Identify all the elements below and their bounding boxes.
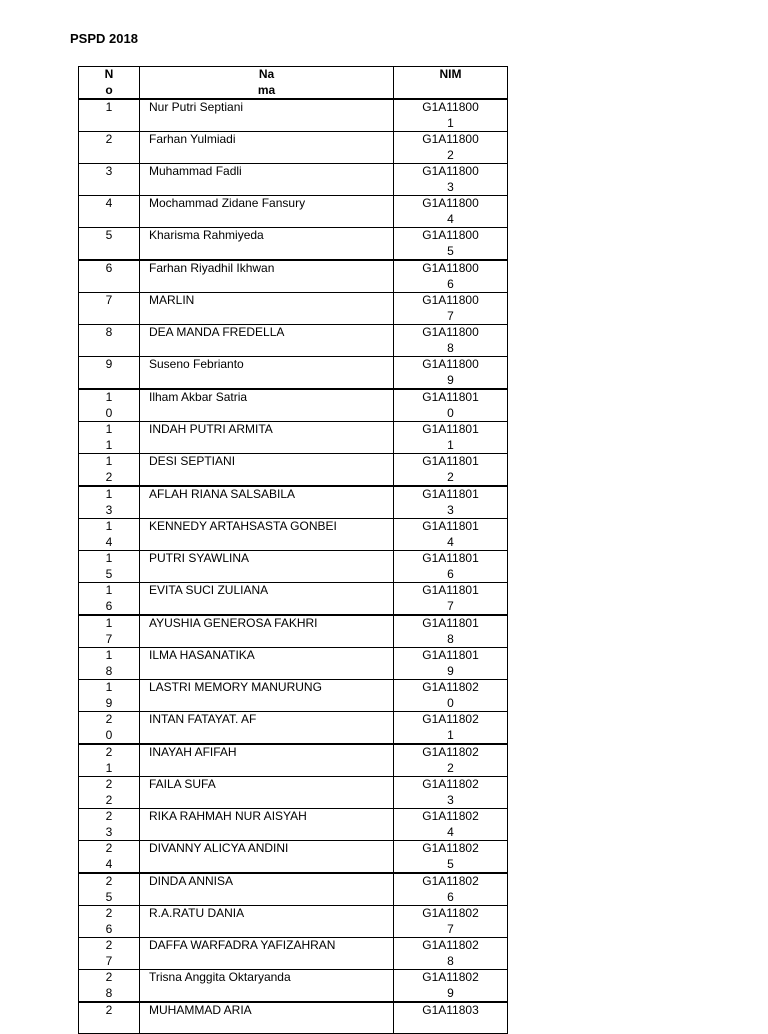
table-row bbox=[79, 873, 508, 906]
table-row bbox=[79, 841, 508, 874]
row-nim: G1A118021 bbox=[422, 712, 479, 742]
table-row bbox=[79, 551, 508, 583]
row-nim: G1A118004 bbox=[422, 196, 479, 226]
row-name: DIVANNY ALICYA ANDINI bbox=[149, 841, 289, 855]
table-row bbox=[79, 583, 508, 616]
row-nim-cell bbox=[394, 744, 508, 777]
row-nim: G1A118027 bbox=[422, 906, 479, 936]
row-nim-cell bbox=[394, 260, 508, 293]
row-name: AFLAH RIANA SALSABILA bbox=[149, 487, 296, 501]
table-row bbox=[79, 325, 508, 357]
row-name-cell bbox=[140, 1002, 394, 1033]
table-row bbox=[79, 680, 508, 712]
row-nim-cell bbox=[394, 551, 508, 583]
table-row bbox=[79, 99, 508, 132]
row-number: 12 bbox=[105, 454, 113, 484]
row-name: FAILA SUFA bbox=[149, 777, 216, 791]
row-name: KENNEDY ARTAHSASTA GONBEI bbox=[149, 519, 337, 533]
row-number: 14 bbox=[105, 519, 113, 549]
row-name-cell bbox=[140, 519, 394, 551]
row-nim: G1A118005 bbox=[422, 228, 479, 258]
row-name-cell bbox=[140, 357, 394, 390]
row-name: AYUSHIA GENEROSA FAKHRI bbox=[149, 616, 318, 630]
student-table bbox=[78, 66, 508, 1034]
row-number: 22 bbox=[105, 777, 113, 807]
row-nim-cell bbox=[394, 938, 508, 970]
row-name-cell bbox=[140, 873, 394, 906]
row-number-cell bbox=[79, 777, 140, 809]
row-nim: G1A118010 bbox=[422, 390, 479, 420]
row-name-cell bbox=[140, 938, 394, 970]
row-nim-cell bbox=[394, 357, 508, 390]
row-nim: G1A118003 bbox=[422, 164, 479, 194]
row-name: Farhan Yulmiadi bbox=[149, 132, 236, 146]
row-number: 15 bbox=[105, 551, 113, 581]
row-name: INTAN FATAYAT. AF bbox=[149, 712, 257, 726]
row-name-cell bbox=[140, 422, 394, 454]
row-nim-cell bbox=[394, 132, 508, 164]
table-header-row bbox=[79, 67, 508, 100]
row-number-cell bbox=[79, 132, 140, 164]
row-number: 18 bbox=[105, 648, 113, 678]
row-name-cell bbox=[140, 777, 394, 809]
row-number: 13 bbox=[105, 487, 113, 517]
row-number: 19 bbox=[105, 680, 113, 710]
row-nim-cell bbox=[394, 389, 508, 422]
row-name: LASTRI MEMORY MANURUNG bbox=[149, 680, 322, 694]
row-name-cell bbox=[140, 906, 394, 938]
row-nim-cell bbox=[394, 906, 508, 938]
table-row bbox=[79, 938, 508, 970]
row-nim-cell bbox=[394, 873, 508, 906]
row-number: 28 bbox=[105, 970, 113, 1000]
header-nama bbox=[140, 67, 394, 100]
row-name: MUHAMMAD ARIA bbox=[149, 1003, 252, 1017]
row-nim: G1A118018 bbox=[422, 616, 479, 646]
row-number-cell bbox=[79, 1002, 140, 1033]
row-name: DINDA ANNISA bbox=[149, 874, 234, 888]
row-nim: G1A118013 bbox=[422, 487, 479, 517]
row-number-cell bbox=[79, 260, 140, 293]
table-body bbox=[79, 99, 508, 1033]
row-nim-cell bbox=[394, 293, 508, 325]
row-name: Nur Putri Septiani bbox=[149, 100, 244, 114]
student-table-container bbox=[78, 66, 507, 1017]
row-nim-cell bbox=[394, 99, 508, 132]
table-row bbox=[79, 389, 508, 422]
row-number-cell bbox=[79, 389, 140, 422]
row-number: 5 bbox=[105, 228, 113, 242]
row-nim-cell bbox=[394, 228, 508, 261]
row-name: PUTRI SYAWLINA bbox=[149, 551, 250, 565]
row-nim-cell bbox=[394, 325, 508, 357]
row-nim-cell bbox=[394, 777, 508, 809]
row-number: 11 bbox=[105, 422, 113, 452]
table-row bbox=[79, 228, 508, 261]
row-nim-cell bbox=[394, 615, 508, 648]
table-row bbox=[79, 357, 508, 390]
row-nim-cell bbox=[394, 196, 508, 228]
row-number: 23 bbox=[105, 809, 113, 839]
row-nim-cell bbox=[394, 680, 508, 712]
row-nim: G1A118001 bbox=[422, 100, 479, 130]
row-nim-cell bbox=[394, 970, 508, 1003]
row-number: 25 bbox=[105, 874, 113, 904]
row-name: R.A.RATU DANIA bbox=[149, 906, 245, 920]
row-number-cell bbox=[79, 873, 140, 906]
row-nim: G1A118017 bbox=[422, 583, 479, 613]
row-nim-cell bbox=[394, 1002, 508, 1033]
table-row bbox=[79, 260, 508, 293]
row-number-cell bbox=[79, 293, 140, 325]
row-number: 21 bbox=[105, 745, 113, 775]
row-name-cell bbox=[140, 583, 394, 616]
row-nim: G1A11803 bbox=[422, 1003, 479, 1017]
row-name: RIKA RAHMAH NUR AISYAH bbox=[149, 809, 307, 823]
row-number: 6 bbox=[105, 261, 113, 275]
row-nim-cell bbox=[394, 712, 508, 745]
row-name-cell bbox=[140, 551, 394, 583]
row-name: Trisna Anggita Oktaryanda bbox=[149, 970, 291, 984]
row-name: Suseno Febrianto bbox=[149, 357, 244, 371]
row-nim: G1A118025 bbox=[422, 841, 479, 871]
header-nama-label: Nama bbox=[257, 67, 276, 97]
row-number: 27 bbox=[105, 938, 113, 968]
row-name-cell bbox=[140, 196, 394, 228]
table-row bbox=[79, 648, 508, 680]
row-nim-cell bbox=[394, 841, 508, 874]
row-name: DESI SEPTIANI bbox=[149, 454, 236, 468]
row-name-cell bbox=[140, 293, 394, 325]
row-nim-cell bbox=[394, 422, 508, 454]
row-number-cell bbox=[79, 809, 140, 841]
row-nim-cell bbox=[394, 519, 508, 551]
row-name-cell bbox=[140, 99, 394, 132]
header-nim-label: NIM bbox=[439, 67, 462, 81]
row-name: DAFFA WARFADRA YAFIZAHRAN bbox=[149, 938, 336, 952]
row-name-cell bbox=[140, 164, 394, 196]
row-nim: G1A118009 bbox=[422, 357, 479, 387]
header-nim bbox=[394, 67, 508, 100]
row-nim: G1A118012 bbox=[422, 454, 479, 484]
row-name-cell bbox=[140, 680, 394, 712]
header-no-label: No bbox=[104, 67, 114, 97]
row-number-cell bbox=[79, 228, 140, 261]
document-title: PSPD 2018 bbox=[70, 31, 138, 46]
table-row bbox=[79, 970, 508, 1003]
row-nim: G1A118002 bbox=[422, 132, 479, 162]
row-number: 16 bbox=[105, 583, 113, 613]
row-name: Farhan Riyadhil Ikhwan bbox=[149, 261, 275, 275]
row-nim-cell bbox=[394, 486, 508, 519]
row-number-cell bbox=[79, 970, 140, 1003]
row-number-cell bbox=[79, 519, 140, 551]
row-name: Kharisma Rahmiyeda bbox=[149, 228, 264, 242]
row-nim: G1A118008 bbox=[422, 325, 479, 355]
row-nim-cell bbox=[394, 583, 508, 616]
table-row bbox=[79, 615, 508, 648]
row-name: Mochammad Zidane Fansury bbox=[149, 196, 306, 210]
row-number: 10 bbox=[105, 390, 113, 420]
row-number-cell bbox=[79, 99, 140, 132]
table-row bbox=[79, 906, 508, 938]
row-number-cell bbox=[79, 422, 140, 454]
row-number: 4 bbox=[105, 196, 113, 210]
row-number: 8 bbox=[105, 325, 113, 339]
row-name-cell bbox=[140, 260, 394, 293]
row-name-cell bbox=[140, 454, 394, 487]
row-number-cell bbox=[79, 744, 140, 777]
row-number-cell bbox=[79, 454, 140, 487]
row-name-cell bbox=[140, 970, 394, 1003]
row-name: Ilham Akbar Satria bbox=[149, 390, 248, 404]
row-name: INDAH PUTRI ARMITA bbox=[149, 422, 273, 436]
row-nim: G1A118011 bbox=[422, 422, 479, 452]
row-name: ILMA HASANATIKA bbox=[149, 648, 255, 662]
row-nim: G1A118019 bbox=[422, 648, 479, 678]
row-number: 3 bbox=[105, 164, 113, 178]
row-nim-cell bbox=[394, 164, 508, 196]
row-nim: G1A118029 bbox=[422, 970, 479, 1000]
row-nim: G1A118022 bbox=[422, 745, 479, 775]
row-number-cell bbox=[79, 680, 140, 712]
row-nim: G1A118020 bbox=[422, 680, 479, 710]
row-number: 17 bbox=[105, 616, 113, 646]
header-no bbox=[79, 67, 140, 100]
row-number-cell bbox=[79, 325, 140, 357]
row-number: 24 bbox=[105, 841, 113, 871]
table-row bbox=[79, 777, 508, 809]
row-number-cell bbox=[79, 938, 140, 970]
row-number: 2 bbox=[105, 1003, 113, 1017]
row-name-cell bbox=[140, 389, 394, 422]
row-nim: G1A118014 bbox=[422, 519, 479, 549]
row-name-cell bbox=[140, 132, 394, 164]
table-row bbox=[79, 132, 508, 164]
row-name-cell bbox=[140, 744, 394, 777]
row-number-cell bbox=[79, 357, 140, 390]
row-number: 7 bbox=[105, 293, 113, 307]
row-number-cell bbox=[79, 196, 140, 228]
row-nim: G1A118026 bbox=[422, 874, 479, 904]
row-name-cell bbox=[140, 615, 394, 648]
row-name-cell bbox=[140, 228, 394, 261]
row-number-cell bbox=[79, 648, 140, 680]
table-row bbox=[79, 712, 508, 745]
row-number-cell bbox=[79, 906, 140, 938]
row-number: 2 bbox=[105, 132, 113, 146]
table-row bbox=[79, 293, 508, 325]
row-number: 26 bbox=[105, 906, 113, 936]
row-number-cell bbox=[79, 164, 140, 196]
row-number: 20 bbox=[105, 712, 113, 742]
table-row bbox=[79, 196, 508, 228]
row-number-cell bbox=[79, 486, 140, 519]
row-number-cell bbox=[79, 583, 140, 616]
row-nim-cell bbox=[394, 648, 508, 680]
table-row bbox=[79, 744, 508, 777]
row-name-cell bbox=[140, 325, 394, 357]
table-row bbox=[79, 164, 508, 196]
row-nim-cell bbox=[394, 809, 508, 841]
table-row bbox=[79, 809, 508, 841]
table-row bbox=[79, 1002, 508, 1033]
row-number-cell bbox=[79, 551, 140, 583]
row-name-cell bbox=[140, 841, 394, 874]
table-row bbox=[79, 454, 508, 487]
row-number-cell bbox=[79, 615, 140, 648]
row-name-cell bbox=[140, 486, 394, 519]
row-name: Muhammad Fadli bbox=[149, 164, 242, 178]
table-row bbox=[79, 486, 508, 519]
row-number: 1 bbox=[105, 100, 113, 114]
row-number-cell bbox=[79, 841, 140, 874]
row-name-cell bbox=[140, 809, 394, 841]
row-name: MARLIN bbox=[149, 293, 195, 307]
row-name-cell bbox=[140, 712, 394, 745]
row-number-cell bbox=[79, 712, 140, 745]
row-nim-cell bbox=[394, 454, 508, 487]
table-row bbox=[79, 519, 508, 551]
row-name: DEA MANDA FREDELLA bbox=[149, 325, 285, 339]
row-name: INAYAH AFIFAH bbox=[149, 745, 237, 759]
row-number: 9 bbox=[105, 357, 113, 371]
row-nim: G1A118006 bbox=[422, 261, 479, 291]
table-row bbox=[79, 422, 508, 454]
row-nim: G1A118007 bbox=[422, 293, 479, 323]
row-nim: G1A118028 bbox=[422, 938, 479, 968]
row-nim: G1A118016 bbox=[422, 551, 479, 581]
row-name: EVITA SUCI ZULIANA bbox=[149, 583, 269, 597]
row-name-cell bbox=[140, 648, 394, 680]
row-nim: G1A118023 bbox=[422, 777, 479, 807]
row-nim: G1A118024 bbox=[422, 809, 479, 839]
